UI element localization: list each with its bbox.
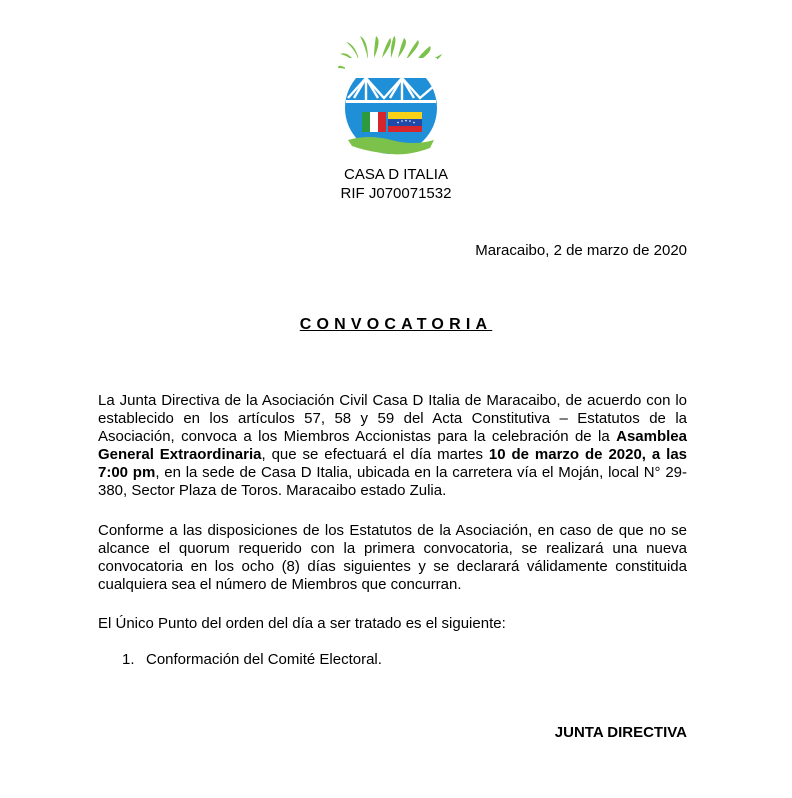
document-title xyxy=(0,316,792,334)
signature: JUNTA DIRECTIVA xyxy=(554,724,687,741)
italy-flag-icon xyxy=(362,112,386,132)
list-item-text: Conformación del Comité Electoral. xyxy=(146,651,382,668)
assembly-date-time: 10 de marzo de 2020, a las 7:00 pm xyxy=(98,446,688,482)
venezuela-flag-icon xyxy=(388,112,422,132)
organization-name: CASA D ITALIA xyxy=(344,166,448,183)
paragraph-quorum: Conforme a las disposiciones de los Estatutos de la Asociación, en caso de que no se alcance el quorum requerido con la primera convocatoria, se realizará una nueva convocatoria en los ocho (8) días siguientes y se declarará válidamente constituida cualquiera sea el número de Miembros que concurran. xyxy=(98,522,687,594)
paragraph-text: , que se efectuará el día martes xyxy=(261,446,489,464)
paragraph-convocation xyxy=(98,392,687,501)
paragraph-text: , en la sede de Casa D Italia, ubicada en la carretera vía el Moján, local N° 29-380, Sector Plaza de Toros. Maracaibo estado Zulia. xyxy=(98,464,687,500)
organization-rif: RIF J070071532 xyxy=(340,185,452,202)
paragraph-agenda-intro: El Único Punto del orden del día a ser tratado es el siguiente: xyxy=(98,615,506,632)
list-item-number: 1. xyxy=(122,651,135,668)
date-line: Maracaibo, 2 de marzo de 2020 xyxy=(475,242,687,259)
logo-graphic xyxy=(338,36,444,162)
list-item xyxy=(122,651,382,668)
document-title-text: CONVOCATORIA xyxy=(299,316,493,333)
casa-d-italia-logo xyxy=(338,36,444,162)
assembly-type: Asamblea General Extraordinaria xyxy=(98,428,687,464)
paragraph-text: La Junta Directiva de la Asociación Civil Casa D Italia de Maracaibo, de acuerdo con lo establecido en los artículos 57, 58 y 59 del Acta Constitutiva – Estatutos de la Asociación, convoca a los Miembros Accionistas para la celebración de la xyxy=(98,392,687,446)
